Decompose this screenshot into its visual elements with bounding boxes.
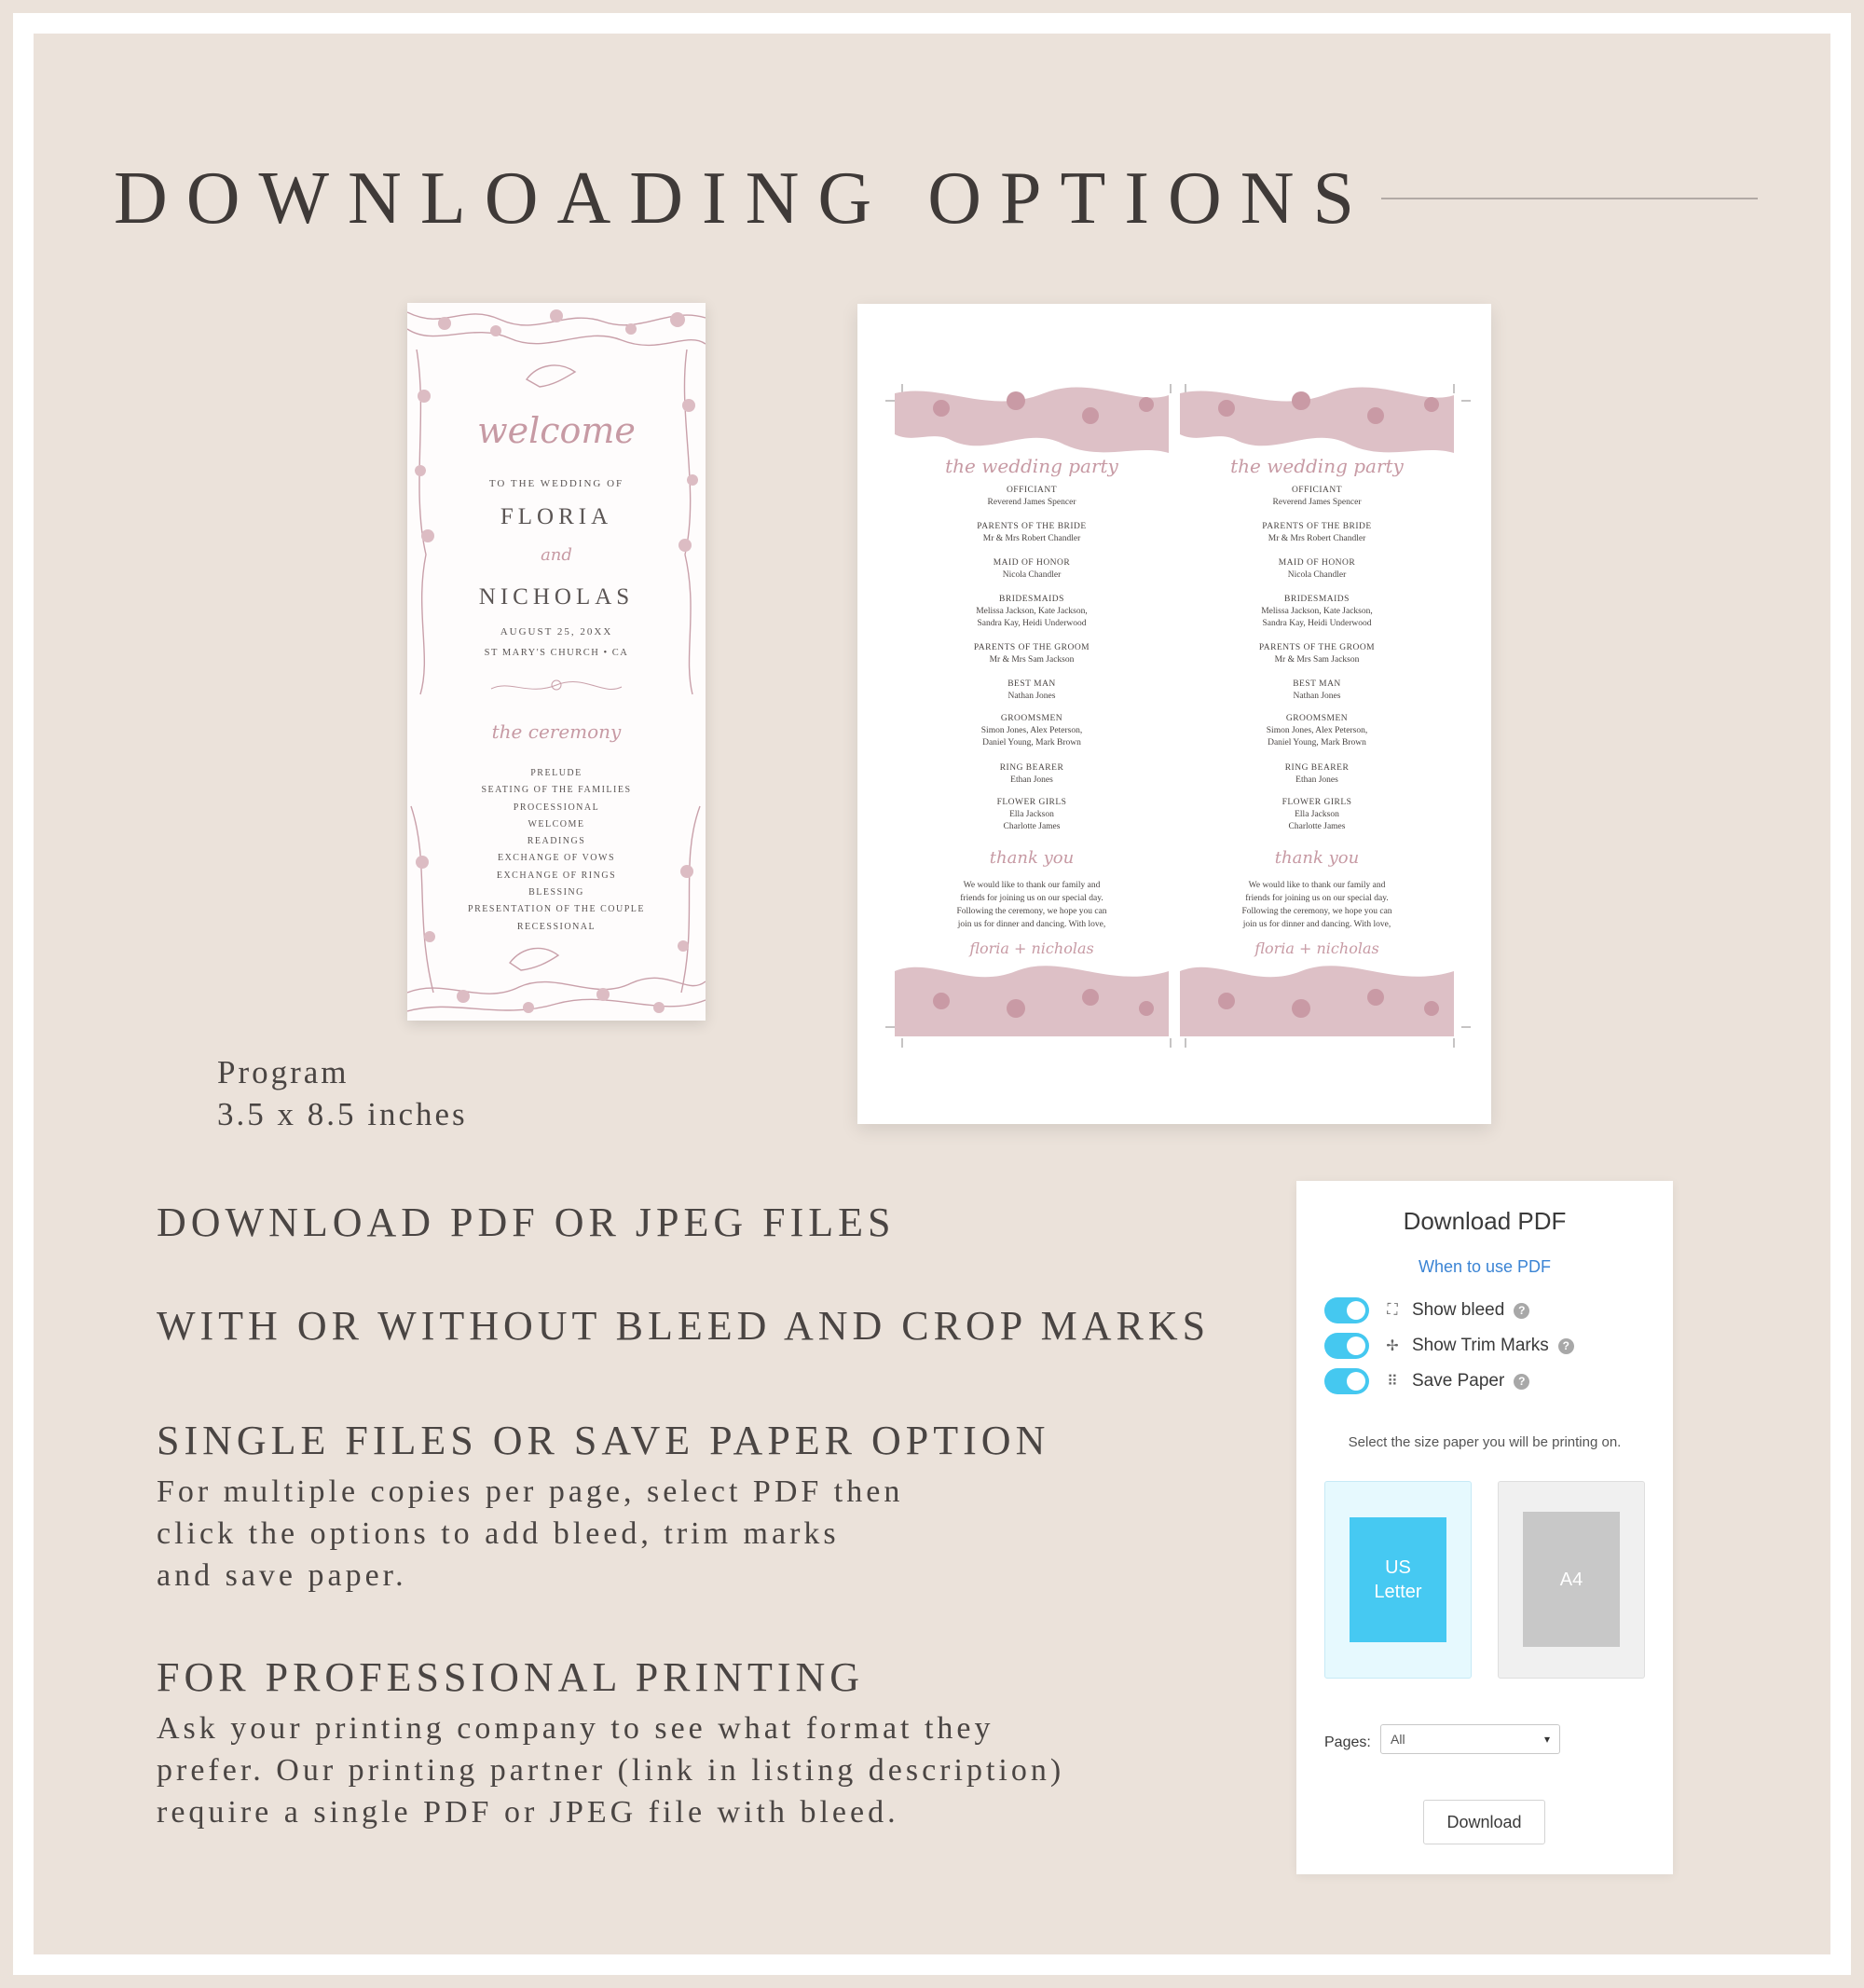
- bride-name: FLORIA: [500, 504, 613, 529]
- option-label: Show Trim Marks: [1412, 1336, 1549, 1355]
- sheet-copy-left: [892, 397, 1172, 994]
- thank-you-script: thank you: [1274, 848, 1360, 868]
- paper-option-a4[interactable]: [1498, 1481, 1645, 1679]
- ceremony-item: SEATING OF THE FAMILIES: [481, 785, 632, 796]
- ceremony-item: READINGS: [527, 836, 586, 847]
- ceremony-item: RECESSIONAL: [516, 921, 596, 932]
- person-name: Sandra Kay, Heidi Underwood: [977, 619, 1087, 628]
- us-letter-swatch: [1350, 1517, 1446, 1642]
- body-line: click the options to add bleed, trim marks: [157, 1516, 840, 1551]
- trim-marks-icon: ✢: [1386, 1338, 1399, 1354]
- person-name: Charlotte James: [1288, 822, 1346, 831]
- paper-label: US: [1385, 1557, 1411, 1578]
- pages-label: Pages:: [1324, 1734, 1371, 1750]
- paper-option-us-letter[interactable]: [1324, 1481, 1472, 1679]
- role-label: PARENTS OF THE BRIDE: [977, 522, 1087, 531]
- person-name: Reverend James Spencer: [1272, 498, 1362, 507]
- role-label: BEST MAN: [1007, 679, 1056, 689]
- wedding-date: AUGUST 25, 20XX: [500, 626, 613, 638]
- wedding-party-heading: the wedding party: [1230, 455, 1404, 477]
- feature-bleed-crop: WITH OR WITHOUT BLEED AND CROP MARKS: [157, 1303, 1211, 1349]
- person-name: Daniel Young, Mark Brown: [982, 738, 1081, 747]
- couple-signature: floria + nicholas: [1254, 939, 1379, 957]
- ceremony-item: PROCESSIONAL: [513, 802, 600, 813]
- person-name: Ethan Jones: [1295, 775, 1338, 785]
- person-name: Nathan Jones: [1007, 692, 1056, 701]
- paper-size-hint: Select the size paper you will be printing on.: [1348, 1434, 1622, 1450]
- person-name: Mr & Mrs Robert Chandler: [1268, 534, 1366, 543]
- ceremony-item: BLESSING: [528, 887, 584, 898]
- ceremony-item: EXCHANGE OF RINGS: [496, 870, 617, 881]
- person-name: Ethan Jones: [1010, 775, 1053, 785]
- role-label: MAID OF HONOR: [1278, 558, 1356, 568]
- feature-save-paper-body: [157, 1471, 903, 1597]
- welcome-script: welcome: [477, 410, 636, 451]
- thanks-text: We would like to thank our family and: [963, 881, 1101, 890]
- bleed-icon: ⛶: [1387, 1302, 1398, 1318]
- role-label: BRIDESMAIDS: [999, 595, 1064, 604]
- thanks-text: We would like to thank our family and: [1248, 881, 1386, 890]
- thanks-text: join us for dinner and dancing. With love,: [1242, 920, 1391, 929]
- program-card-preview: [407, 303, 706, 1021]
- person-name: Nicola Chandler: [1287, 570, 1347, 580]
- thank-you-script: thank you: [989, 848, 1075, 868]
- chevron-down-icon: ▾: [1543, 1733, 1550, 1746]
- feature-save-paper: SINGLE FILES OR SAVE PAPER OPTION: [157, 1418, 1050, 1463]
- role-label: GROOMSMEN: [1000, 714, 1063, 723]
- person-name: Reverend James Spencer: [987, 498, 1076, 507]
- option-label: Save Paper: [1412, 1371, 1505, 1391]
- role-label: RING BEARER: [999, 763, 1064, 773]
- grid-icon: ⠿: [1387, 1374, 1398, 1390]
- person-name: Simon Jones, Alex Peterson,: [1266, 726, 1368, 735]
- person-name: Sandra Kay, Heidi Underwood: [1262, 619, 1372, 628]
- body-line: require a single PDF or JPEG file with bleed.: [157, 1795, 899, 1830]
- role-label: OFFICIANT: [1291, 486, 1343, 495]
- role-label: OFFICIANT: [1006, 486, 1058, 495]
- ceremony-item: EXCHANGE OF VOWS: [497, 853, 616, 864]
- option-show-trim-marks: [1324, 1333, 1574, 1359]
- show-trim-marks-toggle[interactable]: [1324, 1333, 1369, 1359]
- title-divider: [1381, 198, 1758, 199]
- body-line: For multiple copies per page, select PDF then: [157, 1474, 904, 1509]
- feature-professional-printing: FOR PROFESSIONAL PRINTING: [157, 1654, 865, 1700]
- sheet-copy-right: [1177, 397, 1457, 994]
- ceremony-item: WELCOME: [528, 818, 585, 829]
- paper-label: Letter: [1374, 1582, 1422, 1602]
- role-label: MAID OF HONOR: [993, 558, 1071, 568]
- thanks-text: friends for joining us on our special day.: [1245, 894, 1389, 903]
- person-name: Charlotte James: [1003, 822, 1061, 831]
- thanks-text: Following the ceremony, we hope you can: [956, 907, 1107, 916]
- show-bleed-toggle[interactable]: [1324, 1297, 1369, 1323]
- help-icon[interactable]: ?: [1558, 1338, 1574, 1354]
- role-label: RING BEARER: [1284, 763, 1350, 773]
- wedding-venue: ST MARY'S CHURCH • CA: [484, 648, 629, 658]
- body-line: prefer. Our printing partner (link in listing description): [157, 1753, 1065, 1788]
- body-line: Ask your printing company to see what format they: [157, 1711, 994, 1746]
- program-caption-title: Program: [217, 1054, 350, 1090]
- feature-download-formats: DOWNLOAD PDF OR JPEG FILES: [157, 1200, 896, 1245]
- ceremony-item: PRELUDE: [530, 768, 582, 778]
- panel-title: Download PDF: [1403, 1207, 1567, 1235]
- program-caption: [217, 1051, 468, 1135]
- groom-name: NICHOLAS: [478, 584, 635, 610]
- page-title: DOWNLOADING OPTIONS: [114, 158, 1374, 240]
- person-name: Mr & Mrs Sam Jackson: [989, 655, 1075, 665]
- person-name: Melissa Jackson, Kate Jackson,: [1261, 607, 1373, 616]
- role-label: BEST MAN: [1293, 679, 1341, 689]
- wedding-party-heading: the wedding party: [945, 455, 1118, 477]
- role-label: PARENTS OF THE GROOM: [1258, 643, 1376, 652]
- person-name: Mr & Mrs Sam Jackson: [1274, 655, 1360, 665]
- couple-signature: floria + nicholas: [969, 939, 1094, 957]
- thanks-text: Following the ceremony, we hope you can: [1241, 907, 1392, 916]
- help-icon[interactable]: ?: [1514, 1303, 1529, 1319]
- ceremony-item: PRESENTATION OF THE COUPLE: [468, 904, 645, 915]
- thanks-text: friends for joining us on our special day.: [960, 894, 1103, 903]
- person-name: Mr & Mrs Robert Chandler: [982, 534, 1081, 543]
- role-label: BRIDESMAIDS: [1284, 595, 1350, 604]
- pages-select[interactable]: [1380, 1724, 1560, 1754]
- ceremony-heading: the ceremony: [491, 720, 622, 743]
- body-line: and save paper.: [157, 1558, 407, 1593]
- role-label: FLOWER GIRLS: [1282, 798, 1352, 807]
- person-name: Ella Jackson: [1009, 810, 1054, 819]
- save-paper-sheet-preview: [857, 304, 1491, 1124]
- ceremony-list: [407, 765, 706, 936]
- thanks-text: join us for dinner and dancing. With love,: [957, 920, 1106, 929]
- download-button[interactable]: Download: [1423, 1800, 1545, 1844]
- download-pdf-panel: [1296, 1181, 1673, 1874]
- role-label: PARENTS OF THE BRIDE: [1262, 522, 1372, 531]
- paper-label: A4: [1559, 1569, 1583, 1590]
- option-label: Show bleed: [1412, 1300, 1505, 1320]
- role-label: FLOWER GIRLS: [996, 798, 1067, 807]
- person-name: Daniel Young, Mark Brown: [1268, 738, 1366, 747]
- and-script: and: [541, 545, 572, 565]
- person-name: Simon Jones, Alex Peterson,: [980, 726, 1083, 735]
- when-to-use-pdf-link[interactable]: When to use PDF: [1418, 1257, 1552, 1276]
- role-label: GROOMSMEN: [1285, 714, 1349, 723]
- person-name: Nathan Jones: [1293, 692, 1341, 701]
- role-label: PARENTS OF THE GROOM: [973, 643, 1090, 652]
- person-name: Nicola Chandler: [1002, 570, 1062, 580]
- help-icon[interactable]: ?: [1514, 1374, 1529, 1390]
- option-show-bleed: [1324, 1297, 1529, 1323]
- feature-professional-body: [157, 1707, 1064, 1833]
- pages-selected-value: All: [1391, 1732, 1405, 1747]
- to-the-wedding-of: TO THE WEDDING OF: [488, 478, 624, 489]
- program-caption-size: 3.5 x 8.5 inches: [217, 1096, 468, 1132]
- person-name: Melissa Jackson, Kate Jackson,: [976, 607, 1088, 616]
- person-name: Ella Jackson: [1295, 810, 1339, 819]
- option-save-paper: [1324, 1368, 1529, 1394]
- a4-swatch: [1523, 1512, 1620, 1647]
- save-paper-toggle[interactable]: [1324, 1368, 1369, 1394]
